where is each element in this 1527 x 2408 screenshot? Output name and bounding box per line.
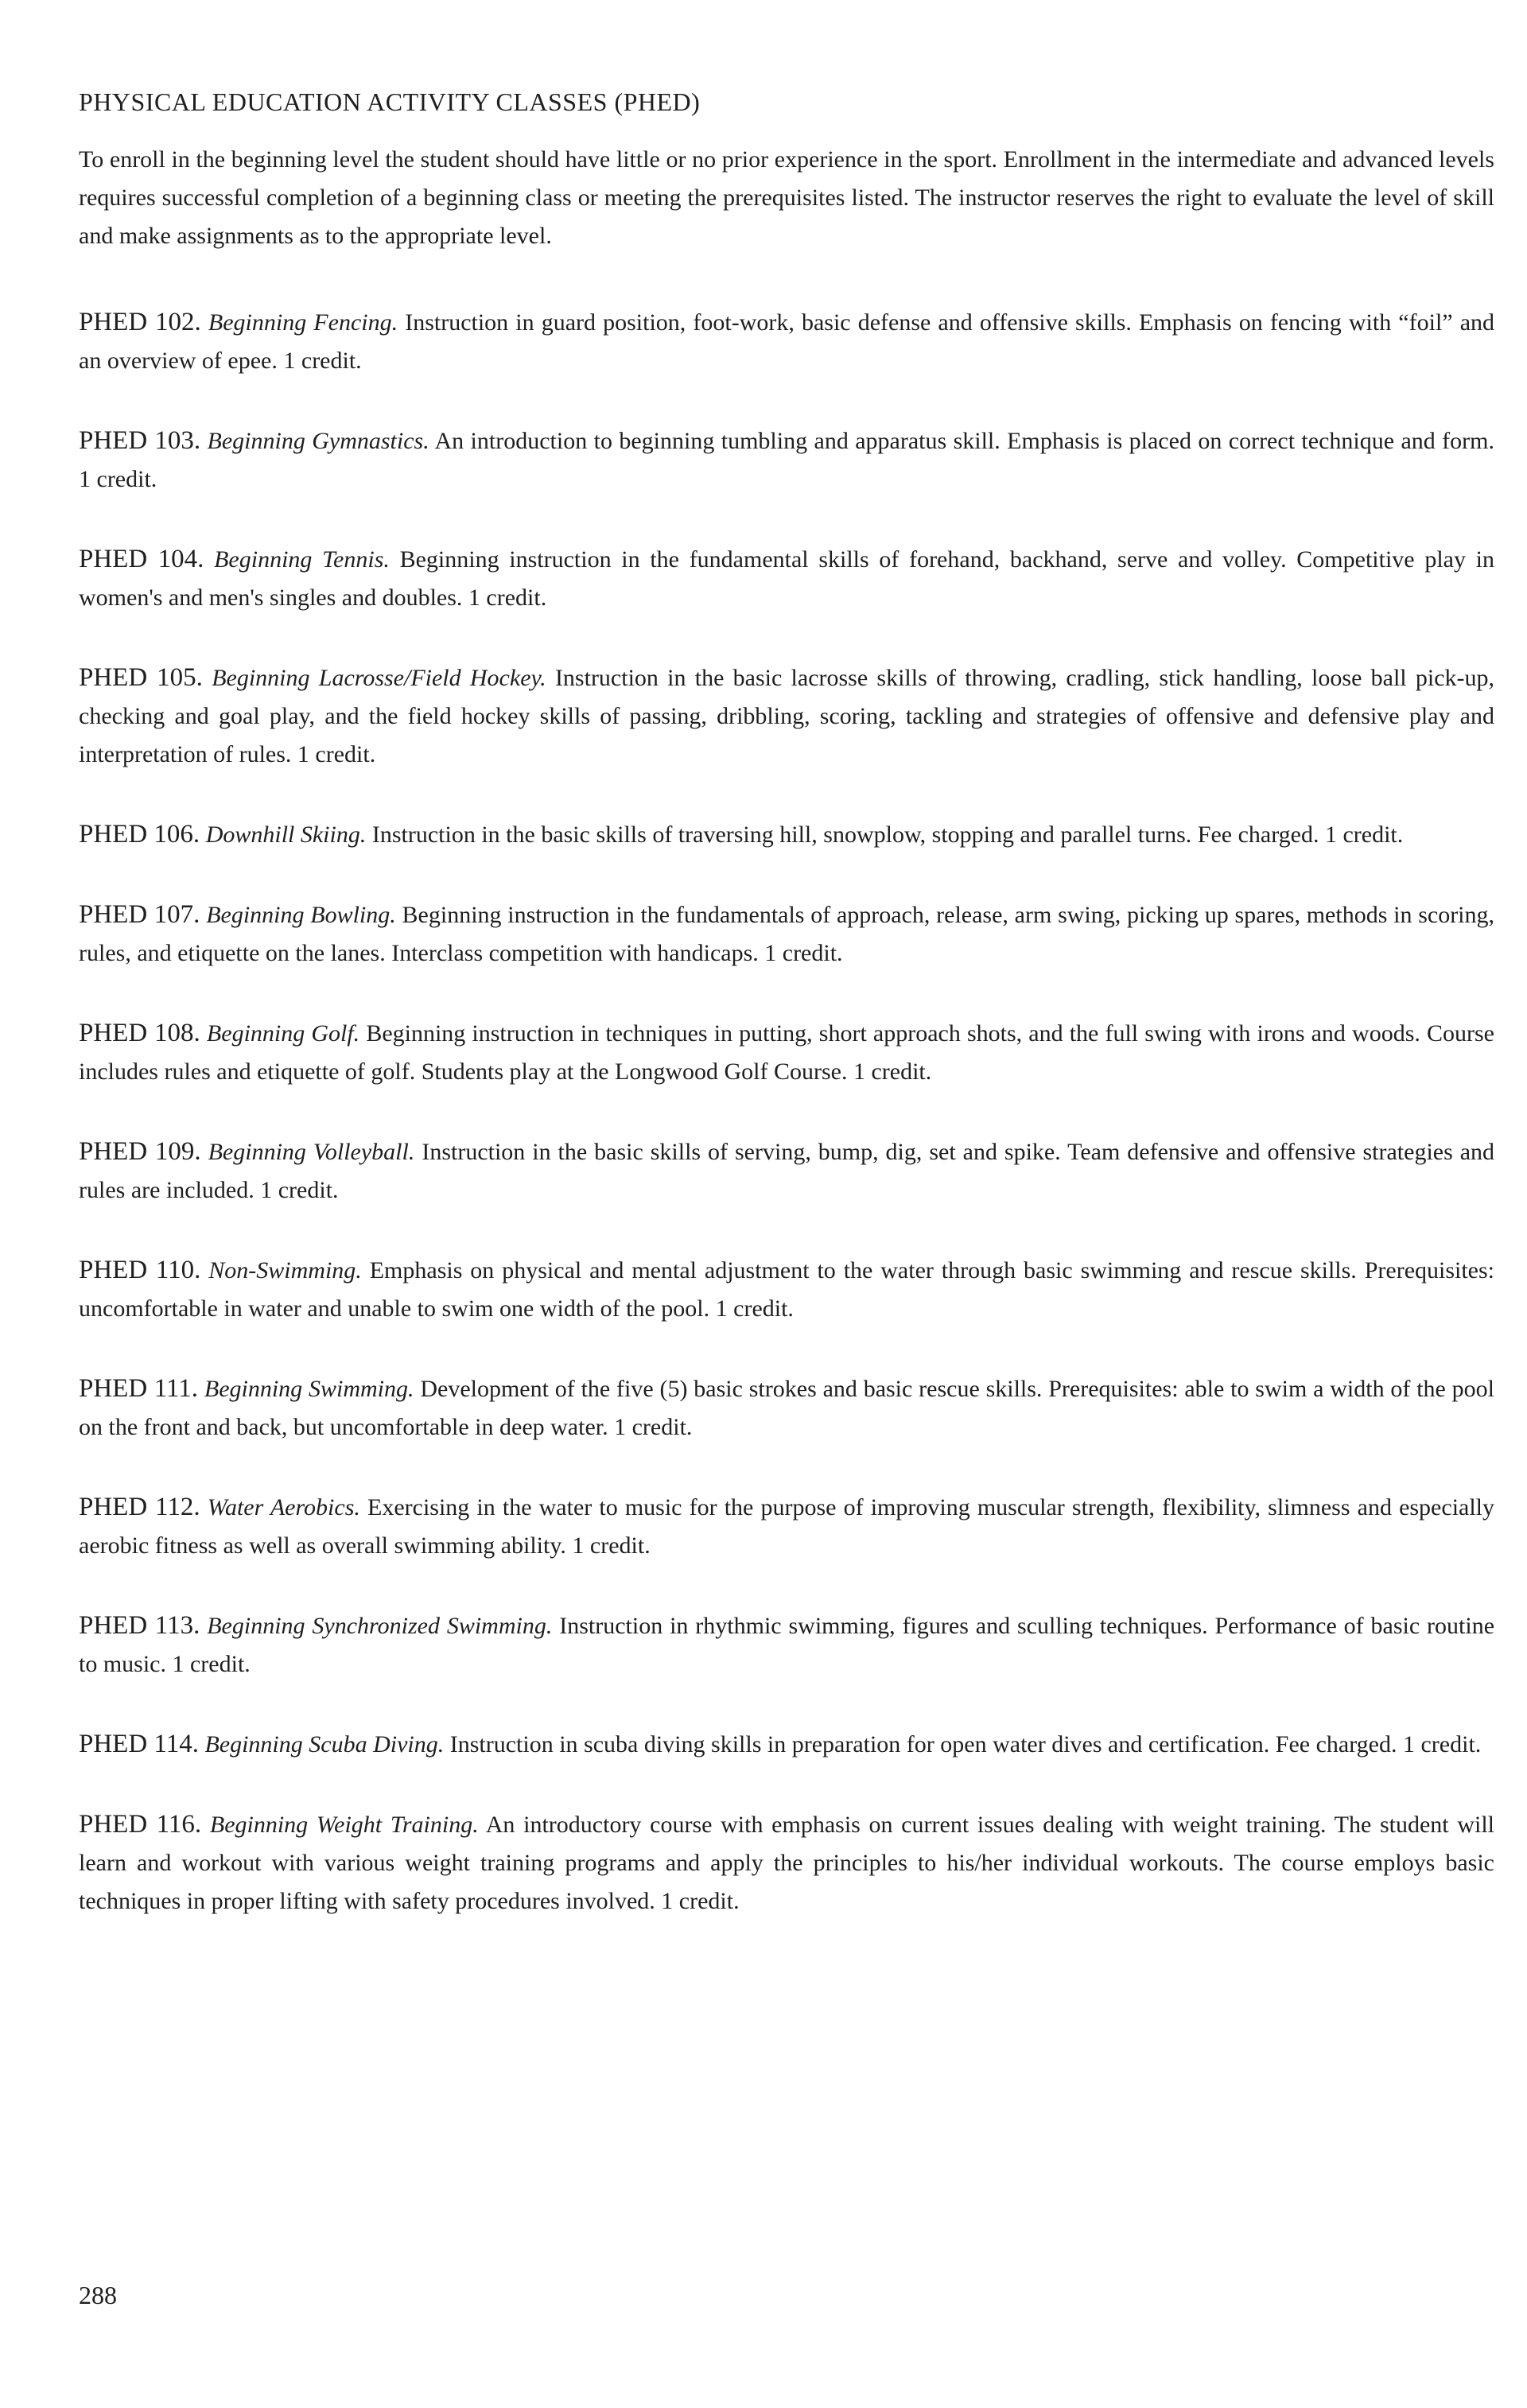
catalog-page xyxy=(79,87,1494,1962)
course-description: An introduction to beginning tumbling and apparatus skill. Emphasis is placed on correct technique and form. 1 credit. xyxy=(79,428,1494,492)
course-description: Development of the five (5) basic strokes and basic rescue skills. Prerequisites: able to swim a width of the pool on the front and back, but uncomfortable in deep water. 1 credit. xyxy=(79,1376,1495,1440)
page-number: 288 xyxy=(79,2281,117,2309)
course-code: PHED 103. xyxy=(79,426,201,455)
course-code: PHED 113. xyxy=(79,1611,200,1640)
course-entry xyxy=(79,815,1494,854)
course-description: Instruction in rhythmic swimming, figures and sculling techniques. Performance of basic routine to music. 1 credit. xyxy=(79,1613,1495,1677)
course-title: Downhill Skiing. xyxy=(205,821,367,848)
course-entry xyxy=(79,1369,1494,1447)
course-code: PHED 105. xyxy=(79,663,203,692)
course-entry xyxy=(79,658,1494,774)
course-entry xyxy=(79,1488,1494,1565)
course-description: Instruction in guard position, foot-work, basic defense and offensive skills. Emphasis on fencing with “foil” and an overview of epee. 1 credit. xyxy=(79,309,1495,374)
course-entry xyxy=(79,1251,1494,1328)
course-title: Beginning Swimming. xyxy=(204,1376,414,1402)
course-title: Beginning Scuba Diving. xyxy=(204,1731,445,1757)
course-description: Instruction in the basic skills of serving, bump, dig, set and spike. Team defensive and offensive strategies and rules are included. 1 credit. xyxy=(79,1139,1495,1203)
course-entry xyxy=(79,1014,1494,1091)
course-title: Beginning Synchronized Swimming. xyxy=(207,1613,553,1639)
course-title: Beginning Tennis. xyxy=(214,546,390,573)
course-code: PHED 106. xyxy=(79,820,200,849)
course-entry xyxy=(79,303,1494,380)
course-entry xyxy=(79,540,1494,617)
course-entry xyxy=(79,895,1494,973)
course-code: PHED 108. xyxy=(79,1019,200,1047)
course-description: Beginning instruction in the fundamentals of approach, release, arm swing, picking up spares, methods in scoring, rules, and etiquette on the lanes. Interclass competition with handicaps. 1 credit. xyxy=(79,902,1495,966)
course-code: PHED 110. xyxy=(79,1256,201,1284)
course-entry xyxy=(79,1606,1494,1684)
course-entry xyxy=(79,1132,1494,1210)
course-entry xyxy=(79,1805,1494,1921)
course-title: Beginning Gymnastics. xyxy=(207,428,429,454)
course-title: Beginning Lacrosse/Field Hockey. xyxy=(212,665,546,691)
course-description: An introductory course with emphasis on current issues dealing with weight training. The student will learn and workout with various weight training programs and apply the principles to his/her individual workouts. The course employs basic techniques in proper lifting with safety procedures involved. 1 credit. xyxy=(79,1812,1495,1914)
course-description: Instruction in the basic lacrosse skills of throwing, cradling, stick handling, loose ball pick-up, checking and goal play, and the field hockey skills of passing, dribbling, scoring, tackling and strategies of offensive and defensive play and interpretation of rules. 1 credit. xyxy=(79,665,1495,767)
course-entry xyxy=(79,1725,1494,1764)
course-code: PHED 109. xyxy=(79,1137,201,1166)
section-heading: PHYSICAL EDUCATION ACTIVITY CLASSES (PHED) xyxy=(79,87,701,116)
course-description: Emphasis on physical and mental adjustment to the water through basic swimming and rescue skills. Prerequisites: uncomfortable in water and unable to swim one width of the pool. 1 credit. xyxy=(79,1257,1495,1322)
course-code: PHED 102. xyxy=(79,308,201,336)
course-code: PHED 112. xyxy=(79,1493,200,1521)
course-title: Beginning Bowling. xyxy=(206,902,396,928)
course-code: PHED 107. xyxy=(79,900,200,929)
course-title: Beginning Weight Training. xyxy=(209,1812,479,1838)
course-description: Instruction in the basic skills of traversing hill, snowplow, stopping and parallel turns. Fee charged. 1 credit. xyxy=(371,821,1404,848)
course-title: Water Aerobics. xyxy=(207,1494,360,1521)
course-title: Beginning Fencing. xyxy=(208,309,398,336)
course-description: Beginning instruction in techniques in putting, short approach shots, and the full swing with irons and woods. Course includes rules and etiquette of golf. Students play at the Longwood Golf Course. 1 credit. xyxy=(79,1020,1494,1085)
course-entry xyxy=(79,421,1494,499)
course-description: Instruction in scuba diving skills in preparation for open water dives and certification. Fee charged. 1 credit. xyxy=(449,1731,1482,1757)
course-title: Beginning Golf. xyxy=(206,1020,360,1047)
course-code: PHED 114. xyxy=(79,1730,199,1758)
course-code: PHED 111. xyxy=(79,1374,199,1403)
course-code: PHED 116. xyxy=(79,1810,202,1839)
course-code: PHED 104. xyxy=(79,545,204,573)
course-title: Non-Swimming. xyxy=(208,1257,362,1284)
course-title: Beginning Volleyball. xyxy=(208,1139,415,1165)
course-description: Beginning instruction in the fundamental skills of forehand, backhand, serve and volley. Competitive play in women's and men's singles and doubles. 1 credit. xyxy=(79,546,1495,611)
course-description: Exercising in the water to music for the purpose of improving muscular strength, flexibility, slimness and especially aerobic fitness as well as overall swimming ability. 1 credit. xyxy=(79,1494,1495,1559)
intro-paragraph: To enroll in the beginning level the student should have little or no prior experience in the sport. Enrollment in the intermediate and advanced levels requires successful completion of a beginning class or meeting the prerequisites listed. The instructor reserves the right to evaluate the level of skill and make assignments as to the appropriate level. xyxy=(79,146,1494,249)
